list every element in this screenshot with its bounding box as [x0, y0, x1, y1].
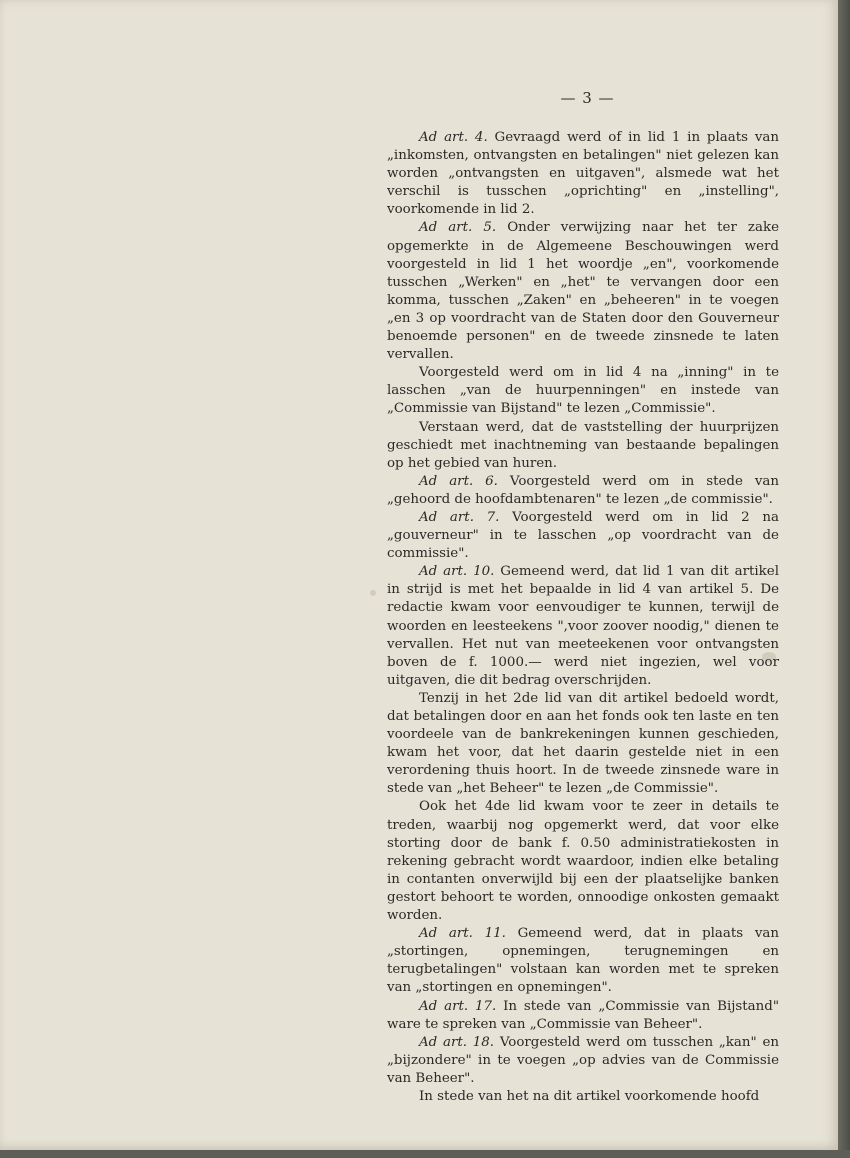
paragraph-ad-art-18 [387, 1034, 779, 1088]
article-reference: Ad art. 7. [419, 509, 500, 525]
paragraph-text: In stede van het na dit artikel voorkomende hoofd [419, 1088, 760, 1104]
article-reference: Ad art. 5. [419, 220, 497, 236]
paragraph-text: Verstaan werd, dat de vaststelling der huurprijzen geschiedt met inachtneming van bestaande bepalingen op het gebied van huren. [387, 419, 779, 471]
paragraph-final-line [387, 1088, 779, 1106]
page-number: — 3 — [560, 89, 615, 107]
paragraph-ad-art-17 [387, 998, 779, 1034]
paragraph-text: Tenzij in het 2de lid van dit artikel bedoeld wordt, dat betalingen door en aan het fonds ook ten laste en ten voordeele van de bankrekeningen kunnen geschieden, kwam het voor, dat het daarin gestelde niet in een verordening thuis hoort. In de tweede zinsnede ware in stede van „het Beheer" te lezen „de Commissie". [387, 690, 779, 797]
paragraph-art-5-lid-4 [387, 364, 779, 418]
paragraph-text: Voorgesteld werd om in stede van „gehoord de hoofdambtenaren" te lezen „de commissie". [387, 473, 779, 507]
scan-edge-right [838, 0, 850, 1158]
paragraph-text: Gemeend werd, dat lid 1 van dit artikel in strijd is met het bepaalde in lid 4 van artikel 5. De redactie kwam voor eenvoudiger te kunnen, terwijl de woorden en leesteekens ",voor zoover noodig," dienen te vervallen. Het nut van meeteekenen voor ontvangsten boven de f. 1000.— werd niet ingezien, wel voor uitgaven, die dit bedrag overschrijden. [387, 564, 780, 688]
article-reference: Ad art. 18. [419, 1034, 495, 1050]
paragraph-ad-art-10 [387, 563, 779, 690]
paragraph-text: In stede van „Commissie van Bijstand" ware te spreken van „Commissie van Beheer". [387, 998, 779, 1032]
article-reference: Ad art. 4. [419, 130, 488, 145]
scan-edge-bottom [0, 1150, 850, 1158]
article-reference: Ad art. 17. [419, 998, 497, 1014]
body-text [387, 129, 779, 1106]
paragraph-art-10-lid-4 [387, 798, 779, 925]
paragraph-ad-art-11 [387, 925, 779, 997]
paragraph-art-5-huurprijzen [387, 419, 779, 473]
paragraph-ad-art-7 [387, 509, 779, 563]
paper-speck [370, 590, 376, 596]
paragraph-text: Voorgesteld werd om tusschen „kan" en „bijzondere" in te voegen „op advies van de Commissie van Beheer". [387, 1034, 779, 1086]
paragraph-ad-art-6 [387, 473, 779, 509]
paragraph-art-10-lid-2 [387, 690, 779, 799]
article-reference: Ad art. 11. [419, 926, 506, 942]
paragraph-text: Ook het 4de lid kwam voor te zeer in details te treden, waarbij nog opgemerkt werd, dat voor elke storting door de bank f. 0.50 administratiekosten in rekening gebracht wordt waardoor, indien elke betaling in contanten onverwijld bij een der plaatselijke banken gestort behoort te worden, onnoodige onkosten gemaakt worden. [387, 799, 779, 924]
paragraph-text: Gemeend werd, dat in plaats van „stortingen, opnemingen, terugnemingen en terugbetalingen" volstaan kan worden met te spreken van „stortingen en opnemingen". [387, 926, 779, 996]
paragraph-ad-art-5 [387, 219, 779, 364]
paragraph-text: Voorgesteld werd om in lid 4 na „inning" in te lasschen „van de huurpenningen" en instede van „Commissie van Bijstand" te lezen „Commissie". [387, 365, 779, 417]
paragraph-text: Onder verwijzing naar het ter zake opgemerkte in de Algemeene Beschouwingen werd voorgesteld in lid 1 het woordje „en", voorkomende tusschen „Werken" en „het" te vervangen door een komma, tusschen „Zaken" en „beheeren" in te voegen „en 3 op voordracht van de Staten door den Gouverneur benoemde personen" en de tweede zinsnede te laten vervallen. [387, 220, 779, 363]
paragraph-ad-art-4 [387, 129, 779, 219]
paragraph-text: Voorgesteld werd om in lid 2 na „gouverneur" in te lasschen „op voordracht van de commissie". [387, 509, 779, 562]
article-reference: Ad art. 10. [419, 564, 495, 580]
paragraph-text: Gevraagd werd of in lid 1 in plaats van „inkomsten, ontvangsten en betalingen" niet gelezen kan worden „ontvangsten en uitgaven", alsmede wat het verschil is tusschen „oprichting" en „instelling", voorkomende in lid 2. [387, 130, 779, 218]
article-reference: Ad art. 6. [419, 473, 498, 489]
